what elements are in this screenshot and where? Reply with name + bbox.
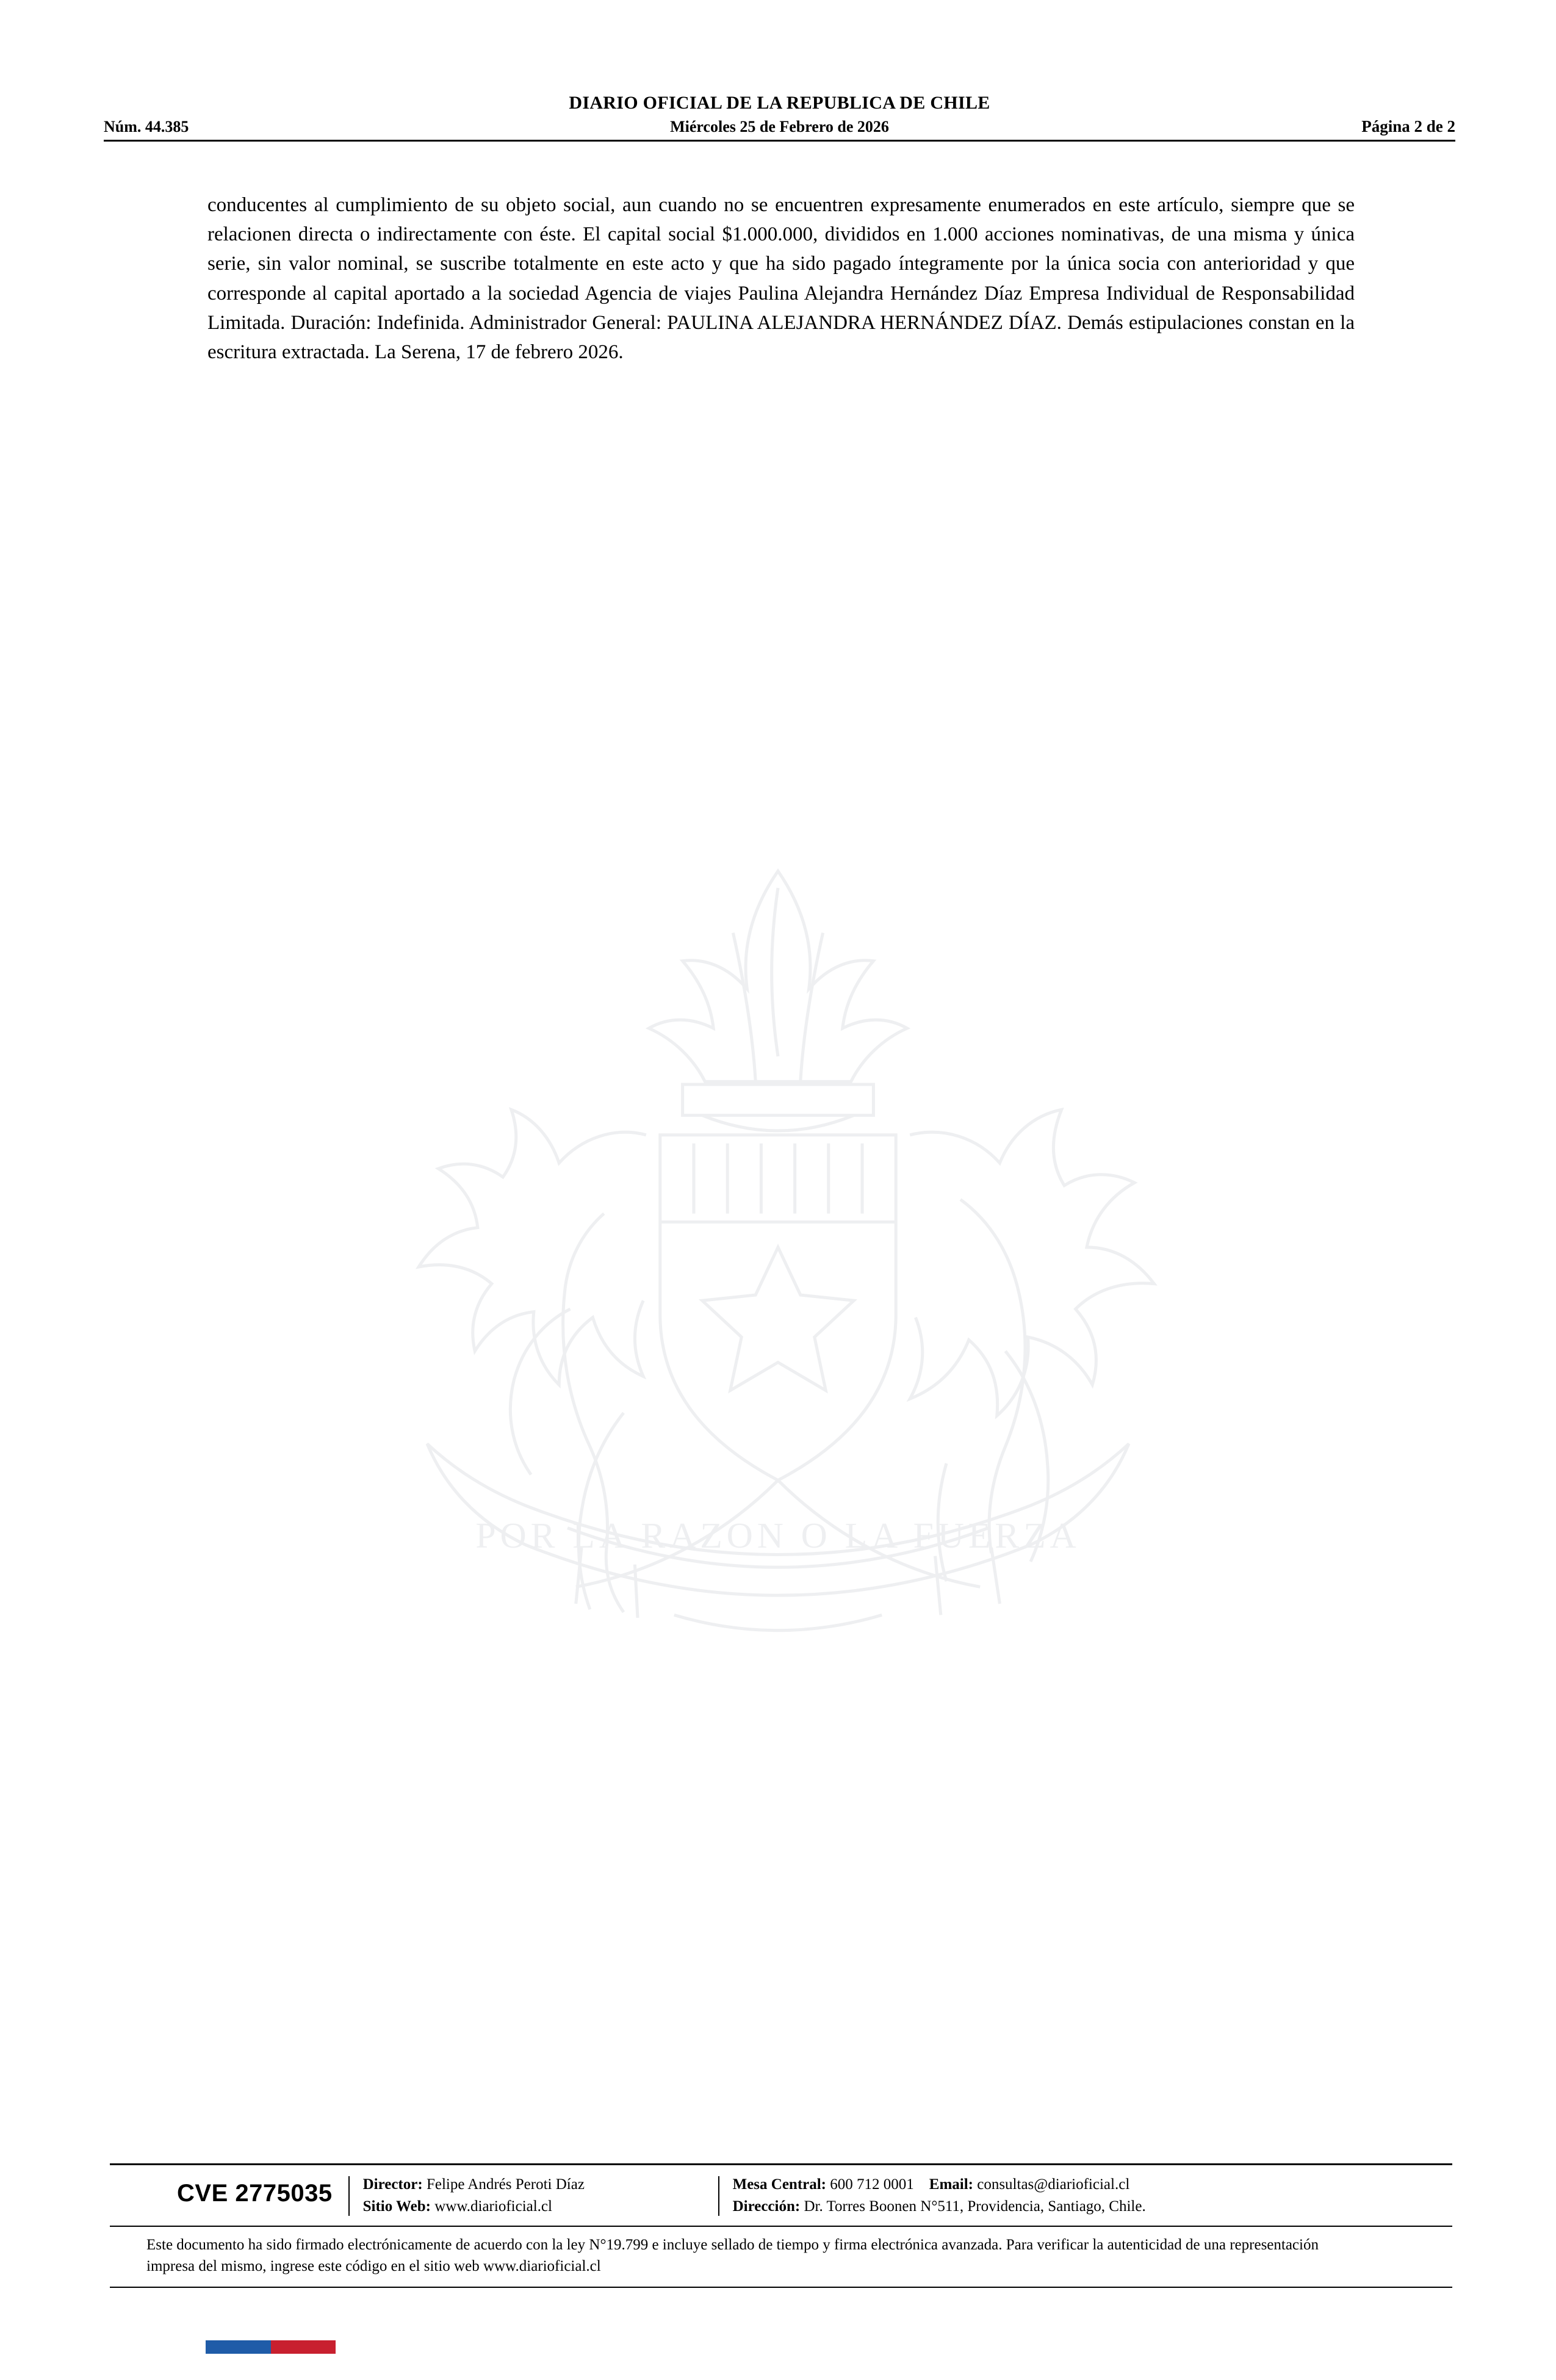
address-value: Dr. Torres Boonen N°511, Providencia, Santiago, Chile. — [804, 2198, 1146, 2215]
header-meta-row — [104, 117, 1455, 136]
mesa-central-label: Mesa Central: — [732, 2176, 827, 2193]
legal-note: Este documento ha sido firmado electrónicamente de acuerdo con la ley N°19.799 e incluye sellado de tiempo y firma electrónica avanzada. Para verificar la autenticidad de una representación impresa del mismo, ingrese este código en el sitio web www.diarioficial.cl — [146, 2236, 1319, 2274]
footer-divider-bottom — [110, 2287, 1452, 2288]
header-divider — [104, 140, 1455, 142]
page-footer — [110, 2163, 1452, 2288]
director-label: Director: — [362, 2176, 423, 2193]
flag-segment-white — [336, 2340, 401, 2354]
footer-contact-left — [350, 2174, 718, 2218]
director-value: Felipe Andrés Peroti Díaz — [426, 2176, 585, 2193]
cve-code: CVE 2775035 — [177, 2180, 333, 2207]
footer-main-row — [110, 2165, 1452, 2226]
switchboard-line — [733, 2174, 1439, 2196]
coat-of-arms-watermark-icon — [357, 842, 1199, 1635]
publication-date: Miércoles 25 de Febrero de 2026 — [670, 117, 889, 135]
watermark-motto: POR LA RAZON O LA FUERZA — [475, 1515, 1081, 1556]
website-value[interactable]: www.diarioficial.cl — [434, 2198, 552, 2215]
publication-title: DIARIO OFICIAL DE LA REPUBLICA DE CHILE — [569, 93, 990, 113]
issue-number: Núm. 44.385 — [104, 117, 189, 135]
email-label: Email: — [929, 2176, 973, 2193]
address-label: Dirección: — [732, 2198, 801, 2215]
flag-segment-red — [271, 2340, 336, 2354]
page-indicator: Página 2 de 2 — [1361, 117, 1455, 135]
website-label: Sitio Web: — [362, 2198, 431, 2215]
page-header — [104, 92, 1455, 142]
footer-contact-right — [719, 2174, 1452, 2218]
mesa-central-value: 600 712 0001 — [830, 2176, 914, 2193]
body-paragraph: conducentes al cumplimiento de su objeto social, aun cuando no se encuentren expresamente enumerados en este artículo, siempre que se relacionen directa o indirectamente con éste. El capital social $1.000.000, divididos en 1.000 acciones nominativas, de una misma y única serie, sin valor nominal, se suscribe totalmente en este acto y que ha sido pagado íntegramente por la única socia con anterioridad y que corresponde al capital aportado a la sociedad Agencia de viajes Paulina Alejandra Hernández Díaz Empresa Individual de Responsabilidad Limitada. Duración: Indefinida. Administrador General: PAULINA ALEJANDRA HERNÁNDEZ DÍAZ. Demás estipulaciones constan en la escritura extractada. La Serena, 17 de febrero 2026. — [207, 194, 1355, 363]
email-value[interactable]: consultas@diarioficial.cl — [977, 2176, 1130, 2193]
chile-flag-bar — [206, 2340, 401, 2354]
address-line — [733, 2196, 1439, 2218]
director-line — [363, 2174, 705, 2196]
flag-segment-blue — [206, 2340, 271, 2354]
website-line — [363, 2196, 705, 2218]
